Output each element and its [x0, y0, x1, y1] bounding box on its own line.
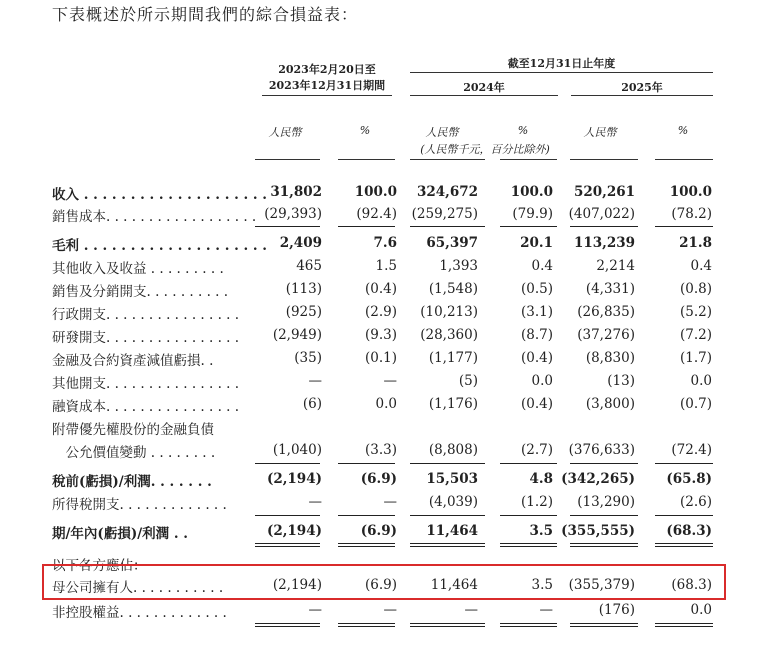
cell: (72.4) [671, 442, 712, 458]
cell: (1,548) [428, 281, 478, 297]
subtotal-rule [338, 463, 395, 464]
cell: 100.0 [669, 184, 712, 200]
cell: 65,397 [426, 235, 478, 251]
cell: (26,835) [577, 304, 635, 320]
subtotal-rule [500, 515, 557, 516]
row-label: 母公司擁有人. . . . . . . . . . . [52, 580, 224, 596]
table-row [0, 393, 768, 415]
row-label: 銷售成本. . . . . . . . . . . . . . . . . . [52, 209, 257, 225]
cell: 31,802 [270, 184, 322, 200]
row-label: 附帶優先權股份的金融負債 [52, 422, 214, 438]
table-row [0, 416, 768, 438]
cell: 7.6 [373, 235, 397, 251]
cell: (2.9) [364, 304, 397, 320]
cell: 20.1 [520, 235, 553, 251]
table-row [0, 203, 768, 225]
cell: (407,022) [568, 206, 635, 222]
cell: — [308, 602, 322, 618]
cell: 100.0 [354, 184, 397, 200]
cell: (3.3) [364, 442, 397, 458]
cell: 0.4 [690, 258, 712, 274]
unit-note: (人民幣千元，百分比除外) [420, 143, 550, 156]
cell: (3.1) [520, 304, 553, 320]
cell: (0.4) [520, 396, 553, 412]
cell: 3.5 [531, 577, 553, 593]
cell: 2,409 [279, 235, 322, 251]
double-rule [410, 546, 485, 547]
cell: (9.3) [364, 327, 397, 343]
cell: (355,555) [561, 523, 635, 539]
unit-rule-3 [410, 159, 485, 160]
cell: (4,039) [428, 494, 478, 510]
double-rule [570, 546, 638, 547]
row-label: 收入 . . . . . . . . . . . . . . . . . . . . [52, 187, 267, 203]
subtotal-rule [338, 226, 395, 227]
cell: (92.4) [356, 206, 397, 222]
row-label: 其他收入及收益 . . . . . . . . . [52, 261, 224, 277]
cell: (7.2) [679, 327, 712, 343]
table-row [0, 347, 768, 369]
cell: (68.3) [671, 577, 712, 593]
double-rule [410, 623, 485, 624]
cell: 1.5 [375, 258, 397, 274]
year-2024-rule [410, 95, 558, 96]
cell: (13) [607, 373, 635, 389]
cell: (5.2) [679, 304, 712, 320]
table-row [0, 181, 768, 203]
cell: (1,176) [428, 396, 478, 412]
period1-header-rule [262, 95, 392, 96]
row-label: 其他開支. . . . . . . . . . . . . . . . [52, 376, 240, 392]
subtotal-rule [338, 515, 395, 516]
cell: (1.7) [679, 350, 712, 366]
double-rule [338, 546, 395, 547]
double-rule [500, 546, 557, 547]
table-row [0, 255, 768, 277]
cell: (342,265) [561, 471, 635, 487]
cell: (2,194) [266, 471, 322, 487]
cell: — [383, 373, 397, 389]
cell: (0.4) [364, 281, 397, 297]
cell: (1.2) [520, 494, 553, 510]
cell: (37,276) [577, 327, 635, 343]
cell: — [308, 373, 322, 389]
cell: 113,239 [573, 235, 635, 251]
cell: (28,360) [420, 327, 478, 343]
cell: (78.2) [671, 206, 712, 222]
cell: (10,213) [420, 304, 478, 320]
cell: (0.1) [364, 350, 397, 366]
cell: (79.9) [512, 206, 553, 222]
cell: 0.0 [690, 373, 712, 389]
table-row [0, 491, 768, 513]
cell: (0.7) [679, 396, 712, 412]
table-row [0, 301, 768, 323]
double-rule [655, 543, 713, 544]
row-label: 期/年內(虧損)/利潤 . . [52, 526, 188, 542]
table-row [0, 520, 768, 542]
cell: (68.3) [666, 523, 712, 539]
cell: (1,040) [272, 442, 322, 458]
cell: 3.5 [529, 523, 553, 539]
row-label: 金融及合約資產減值虧損. . [52, 353, 214, 369]
table-row [0, 439, 768, 461]
table-row [0, 232, 768, 254]
highlight-box [42, 564, 726, 600]
cell: (259,275) [411, 206, 478, 222]
cell: (0.8) [679, 281, 712, 297]
unit-pct-3: % [677, 124, 689, 137]
cell: 0.0 [690, 602, 712, 618]
year-2025-rule [571, 95, 713, 96]
row-label: 所得稅開支. . . . . . . . . . . . . [52, 497, 227, 513]
unit-rule-5 [570, 159, 638, 160]
intro-text: 下表概述於所示期間我們的綜合損益表： [52, 5, 359, 24]
double-rule [570, 543, 638, 544]
cell: 21.8 [679, 235, 712, 251]
cell: (2.7) [520, 442, 553, 458]
cell: 0.0 [531, 373, 553, 389]
cell: (6.9) [360, 471, 397, 487]
cell: (2,194) [266, 523, 322, 539]
unit-pct-1: % [359, 124, 371, 137]
unit-rule-6 [655, 159, 713, 160]
cell: (6.9) [364, 577, 397, 593]
year-group-rule [410, 72, 713, 73]
cell: (35) [294, 350, 322, 366]
cell: (6.9) [360, 523, 397, 539]
row-label: 非控股權益. . . . . . . . . . . . . [52, 605, 227, 621]
subtotal-rule [655, 226, 713, 227]
row-label: 公允價值變動 . . . . . . . . [52, 445, 216, 461]
row-label: 以下各方應佔： [52, 558, 147, 574]
cell: (1,177) [428, 350, 478, 366]
double-rule [500, 626, 557, 627]
cell: (8.7) [520, 327, 553, 343]
cell: (29,393) [264, 206, 322, 222]
period1-header-line1: 2023年2月20日至 [278, 63, 376, 76]
cell: (6) [302, 396, 322, 412]
row-label: 銷售及分銷開支. . . . . . . . . . [52, 284, 229, 300]
double-rule [255, 626, 320, 627]
cell: — [539, 602, 553, 618]
cell: (0.5) [520, 281, 553, 297]
subtotal-rule [410, 226, 485, 227]
cell: (13,290) [577, 494, 635, 510]
cell: (176) [598, 602, 635, 618]
cell: (2,949) [272, 327, 322, 343]
row-label: 稅前(虧損)/利潤. . . . . . . [52, 474, 212, 490]
unit-rmb-1: 人民幣 [268, 126, 302, 139]
double-rule [655, 626, 713, 627]
cell: 11,464 [426, 523, 478, 539]
cell: (8,830) [585, 350, 635, 366]
double-rule [410, 543, 485, 544]
unit-rmb-2: 人民幣 [425, 126, 459, 139]
cell: 4.8 [529, 471, 553, 487]
subtotal-rule [255, 515, 320, 516]
cell: (4,331) [585, 281, 635, 297]
row-label: 行政開支. . . . . . . . . . . . . . . . [52, 307, 240, 323]
double-rule [500, 623, 557, 624]
cell: 15,503 [426, 471, 478, 487]
subtotal-rule [570, 226, 638, 227]
subtotal-rule [500, 463, 557, 464]
double-rule [338, 623, 395, 624]
cell: 100.0 [510, 184, 553, 200]
cell: (0.4) [520, 350, 553, 366]
cell: 0.0 [375, 396, 397, 412]
subtotal-rule [255, 463, 320, 464]
table-row [0, 278, 768, 300]
cell: 520,261 [573, 184, 635, 200]
subtotal-rule [655, 463, 713, 464]
table-row [0, 468, 768, 490]
cell: 0.4 [531, 258, 553, 274]
cell: (355,379) [568, 577, 635, 593]
cell: 2,214 [596, 258, 635, 274]
double-rule [338, 626, 395, 627]
cell: (925) [285, 304, 322, 320]
unit-pct-2: % [517, 124, 529, 137]
year-group-header: 截至12月31日止年度 [507, 57, 616, 70]
cell: 1,393 [439, 258, 478, 274]
cell: — [308, 494, 322, 510]
subtotal-rule [255, 226, 320, 227]
year-2025-header: 2025年 [621, 81, 663, 94]
period1-header-line2: 2023年12月31日期間 [268, 79, 386, 92]
subtotal-rule [410, 515, 485, 516]
table-row [0, 599, 768, 621]
double-rule [410, 626, 485, 627]
subtotal-rule [655, 515, 713, 516]
subtotal-rule [410, 463, 485, 464]
row-label: 融資成本. . . . . . . . . . . . . . . . [52, 399, 240, 415]
cell: (376,633) [568, 442, 635, 458]
cell: (3,800) [585, 396, 635, 412]
subtotal-rule [570, 515, 638, 516]
cell: (5) [458, 373, 478, 389]
cell: (2.6) [679, 494, 712, 510]
double-rule [255, 546, 320, 547]
unit-rule-2 [338, 159, 395, 160]
row-label: 研發開支. . . . . . . . . . . . . . . . [52, 330, 240, 346]
cell: — [464, 602, 478, 618]
double-rule [255, 543, 320, 544]
unit-rule-1 [255, 159, 320, 160]
double-rule [500, 543, 557, 544]
table-row [0, 324, 768, 346]
cell: — [383, 494, 397, 510]
cell: — [383, 602, 397, 618]
double-rule [655, 623, 713, 624]
cell: (65.8) [666, 471, 712, 487]
unit-rmb-3: 人民幣 [583, 126, 617, 139]
double-rule [255, 623, 320, 624]
cell: 11,464 [430, 577, 478, 593]
cell: (113) [285, 281, 322, 297]
double-rule [338, 543, 395, 544]
cell: 465 [296, 258, 322, 274]
cell: (2,194) [272, 577, 322, 593]
double-rule [570, 623, 638, 624]
unit-rule-4 [500, 159, 557, 160]
year-2024-header: 2024年 [463, 81, 505, 94]
double-rule [655, 546, 713, 547]
table-row [0, 370, 768, 392]
cell: 324,672 [416, 184, 478, 200]
cell: (8,808) [428, 442, 478, 458]
subtotal-rule [570, 463, 638, 464]
row-label: 毛利 . . . . . . . . . . . . . . . . . . . . [52, 238, 267, 254]
subtotal-rule [500, 226, 557, 227]
double-rule [570, 626, 638, 627]
